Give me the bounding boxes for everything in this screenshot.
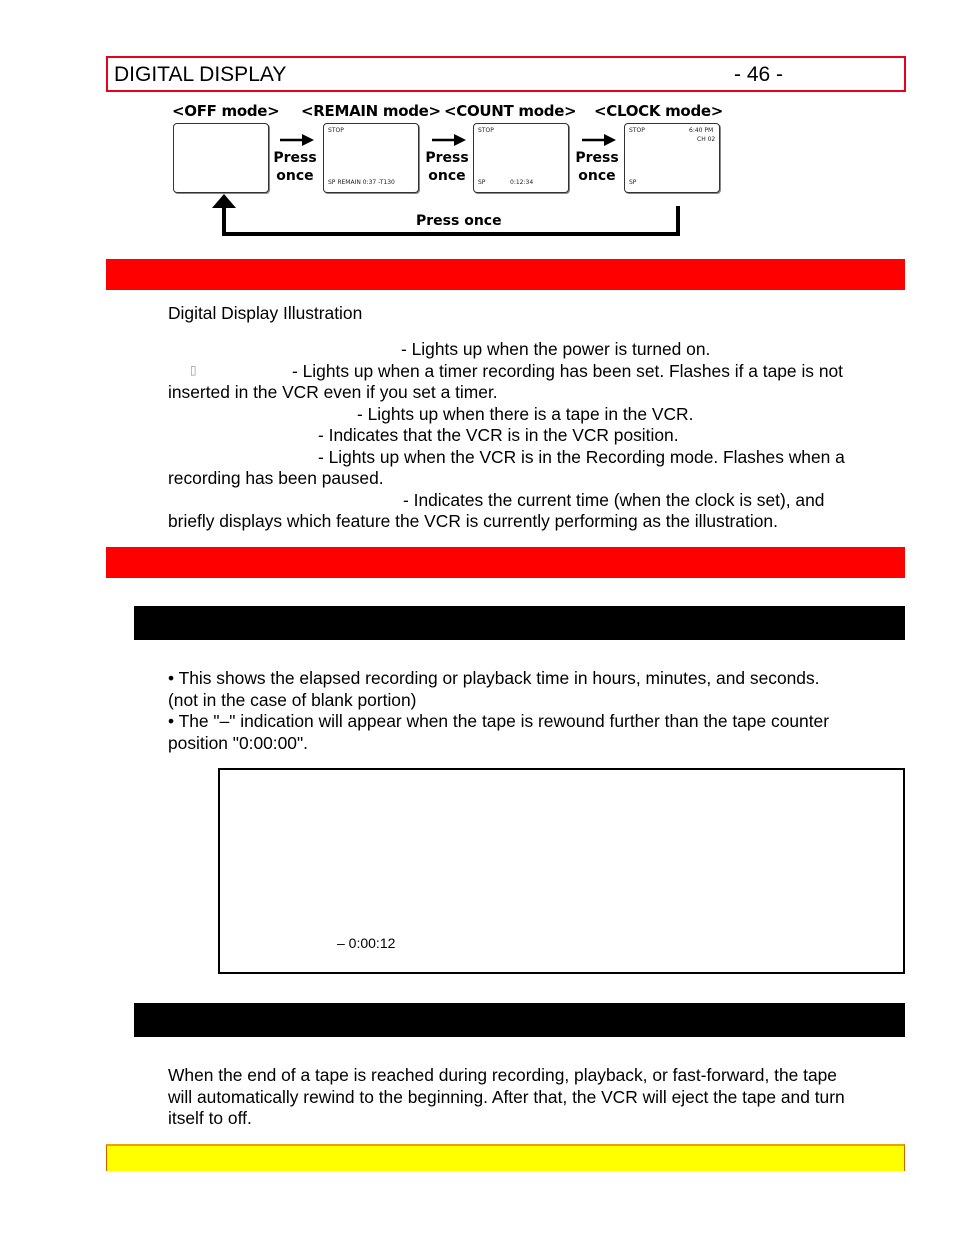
power-indicator-desc: - Lights up when the power is turned on. <box>401 339 711 359</box>
rec-indicator-desc: - Lights up when the VCR is in the Recording mode. Flashes when a <box>318 447 845 467</box>
page-title: DIGITAL DISPLAY <box>114 63 287 86</box>
mode-label-clock: <CLOCK mode> <box>594 102 724 120</box>
section-divider-yellow <box>106 1144 905 1171</box>
page-header <box>106 56 906 92</box>
timer-indicator-desc-cont: inserted in the VCR even if you set a timer. <box>168 382 498 402</box>
timer-indicator-desc: - Lights up when a timer recording has been set. Flashes if a tape is not <box>292 361 844 381</box>
display-mode-diagram <box>160 98 740 243</box>
right-arrow-icon <box>430 132 468 148</box>
remain-mode-screen: STOP SP REMAIN 0:37 -T130 <box>323 123 419 193</box>
section-divider-red <box>106 547 905 578</box>
auto-rewind-desc-line-1: When the end of a tape is reached during recording, playback, or fast-forward, the tape <box>168 1065 837 1085</box>
clock-mode-screen: STOP 6:40 PM CH 02 SP <box>624 123 720 193</box>
press-once-label-3: Press once <box>575 150 619 184</box>
right-arrow-icon <box>580 132 618 148</box>
right-arrow-icon <box>278 132 316 148</box>
mode-label-off: <OFF mode> <box>172 102 280 120</box>
auto-rewind-desc-line-3: itself to off. <box>168 1108 252 1128</box>
clock-display-desc-cont: briefly displays which feature the VCR is currently performing as the illustration. <box>168 511 778 531</box>
rec-indicator-desc-cont: recording has been paused. <box>168 468 384 488</box>
counter-desc-line-1: • This shows the elapsed recording or playback time in hours, minutes, and seconds. <box>168 668 820 688</box>
mode-label-count: <COUNT mode> <box>444 102 577 120</box>
counter-example-box <box>218 768 905 974</box>
tape-indicator-desc: - Lights up when there is a tape in the VCR. <box>357 404 694 424</box>
subsection-header-bar <box>134 1003 905 1037</box>
counter-desc-line-2: (not in the case of blank portion) <box>168 690 417 710</box>
auto-rewind-desc-line-2: will automatically rewind to the beginning. After that, the VCR will eject the tape and turn <box>168 1087 845 1107</box>
page-number: - 46 - <box>734 63 784 86</box>
press-once-label-2: Press once <box>425 150 469 184</box>
timer-indicator-glyph: ▯ <box>190 363 197 377</box>
counter-desc-line-3: • The "–" indication will appear when the tape is rewound further than the tape counter <box>168 711 830 731</box>
section-divider-red <box>106 259 905 290</box>
illustration-caption: Digital Display Illustration <box>168 303 363 323</box>
counter-desc-line-4: position "0:00:00". <box>168 733 308 753</box>
counter-example-value: – 0:00:12 <box>337 935 396 951</box>
clock-display-desc: - Indicates the current time (when the clock is set), and <box>403 490 825 510</box>
mode-label-remain: <REMAIN mode> <box>301 102 441 120</box>
count-mode-screen: STOP SP 0:12:34 <box>473 123 569 193</box>
subsection-header-bar <box>134 606 905 640</box>
vcr-indicator-desc: - Indicates that the VCR is in the VCR position. <box>318 425 679 445</box>
press-once-label-1: Press once <box>273 150 317 184</box>
press-once-loop-label: Press once <box>416 213 502 229</box>
off-mode-screen <box>173 123 269 193</box>
